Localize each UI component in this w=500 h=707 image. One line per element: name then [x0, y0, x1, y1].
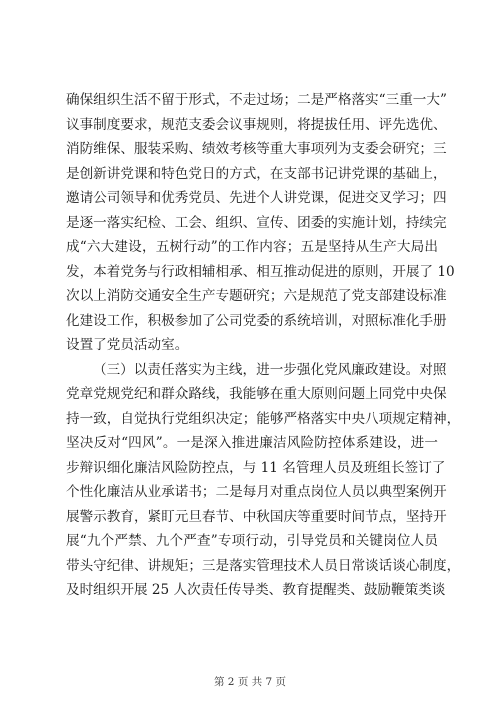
text-line: 个性化廉洁从业承诺书；二是每月对重点岗位人员以典型案例开: [66, 484, 447, 500]
text-line: 确保组织生活不留于形式，不走过场；二是严格落实“三重一大”: [66, 92, 447, 108]
text-line: 邀请公司领导和优秀党员、先进个人讲党课，促进交叉学习；四: [66, 190, 447, 206]
text-line: 是逐一落实纪检、工会、组织、宣传、团委的实施计划，持续完: [66, 214, 447, 231]
text-line: 带头守纪律、讲规矩；三是落实管理技术人员日常谈话谈心制度，: [66, 557, 461, 574]
paragraph-heading-line: （三）以责任落实为主线，进一步强化党风廉政建设。对照: [93, 361, 447, 378]
text-line: 持一致，自觉执行党组织决定；能够严格落实中央八项规定精神，: [66, 410, 461, 427]
body-text: [66, 88, 461, 603]
text-line: 议事制度要求，规范支委会议事规则，将提拔任用、评先选优、: [66, 116, 447, 133]
text-line: 及时组织开展 25 人次责任传导类、教育提醒类、鼓励鞭策类谈: [66, 582, 446, 598]
page-number: 第 2 页 共 7 页: [213, 676, 287, 688]
text-line: 展警示教育，紧盯元旦春节、中秋国庆等重要时间节点，坚持开: [66, 508, 447, 525]
text-line: 是创新讲党课和特色党日的方式，在支部书记讲党课的基础上，: [66, 165, 447, 182]
text-line: 党章党规党纪和群众路线，我能够在重大原则问题上同党中央保: [66, 386, 447, 402]
text-line: 消防维保、服装采购、绩效考核等重大事项列为支委会研究；三: [66, 141, 447, 157]
text-line: 步辩识细化廉洁风险防控点，与 11 名管理人员及班组长签订了: [66, 459, 446, 476]
text-line: 坚决反对“四风”。一是深入推进廉洁风险防控体系建设，进一: [66, 435, 438, 451]
text-line: 发，本着党务与行政相辅相承、相互推动促进的原则，开展了 10: [66, 263, 455, 280]
text-line: 成“六大建设，五树行动”的工作内容；五是坚持从生产大局出: [66, 239, 438, 255]
text-line: 次以上消防交通安全生产专题研究；六是规范了党支部建设标准: [66, 288, 447, 304]
text-line: 展“九个严禁、九个严查”专项行动，引导党员和关键岗位人员: [66, 533, 438, 549]
text-line: 化建设工作，积极参加了公司党委的系统培训，对照标准化手册: [66, 312, 447, 329]
text-line: 设置了党员活动室。: [66, 337, 189, 353]
